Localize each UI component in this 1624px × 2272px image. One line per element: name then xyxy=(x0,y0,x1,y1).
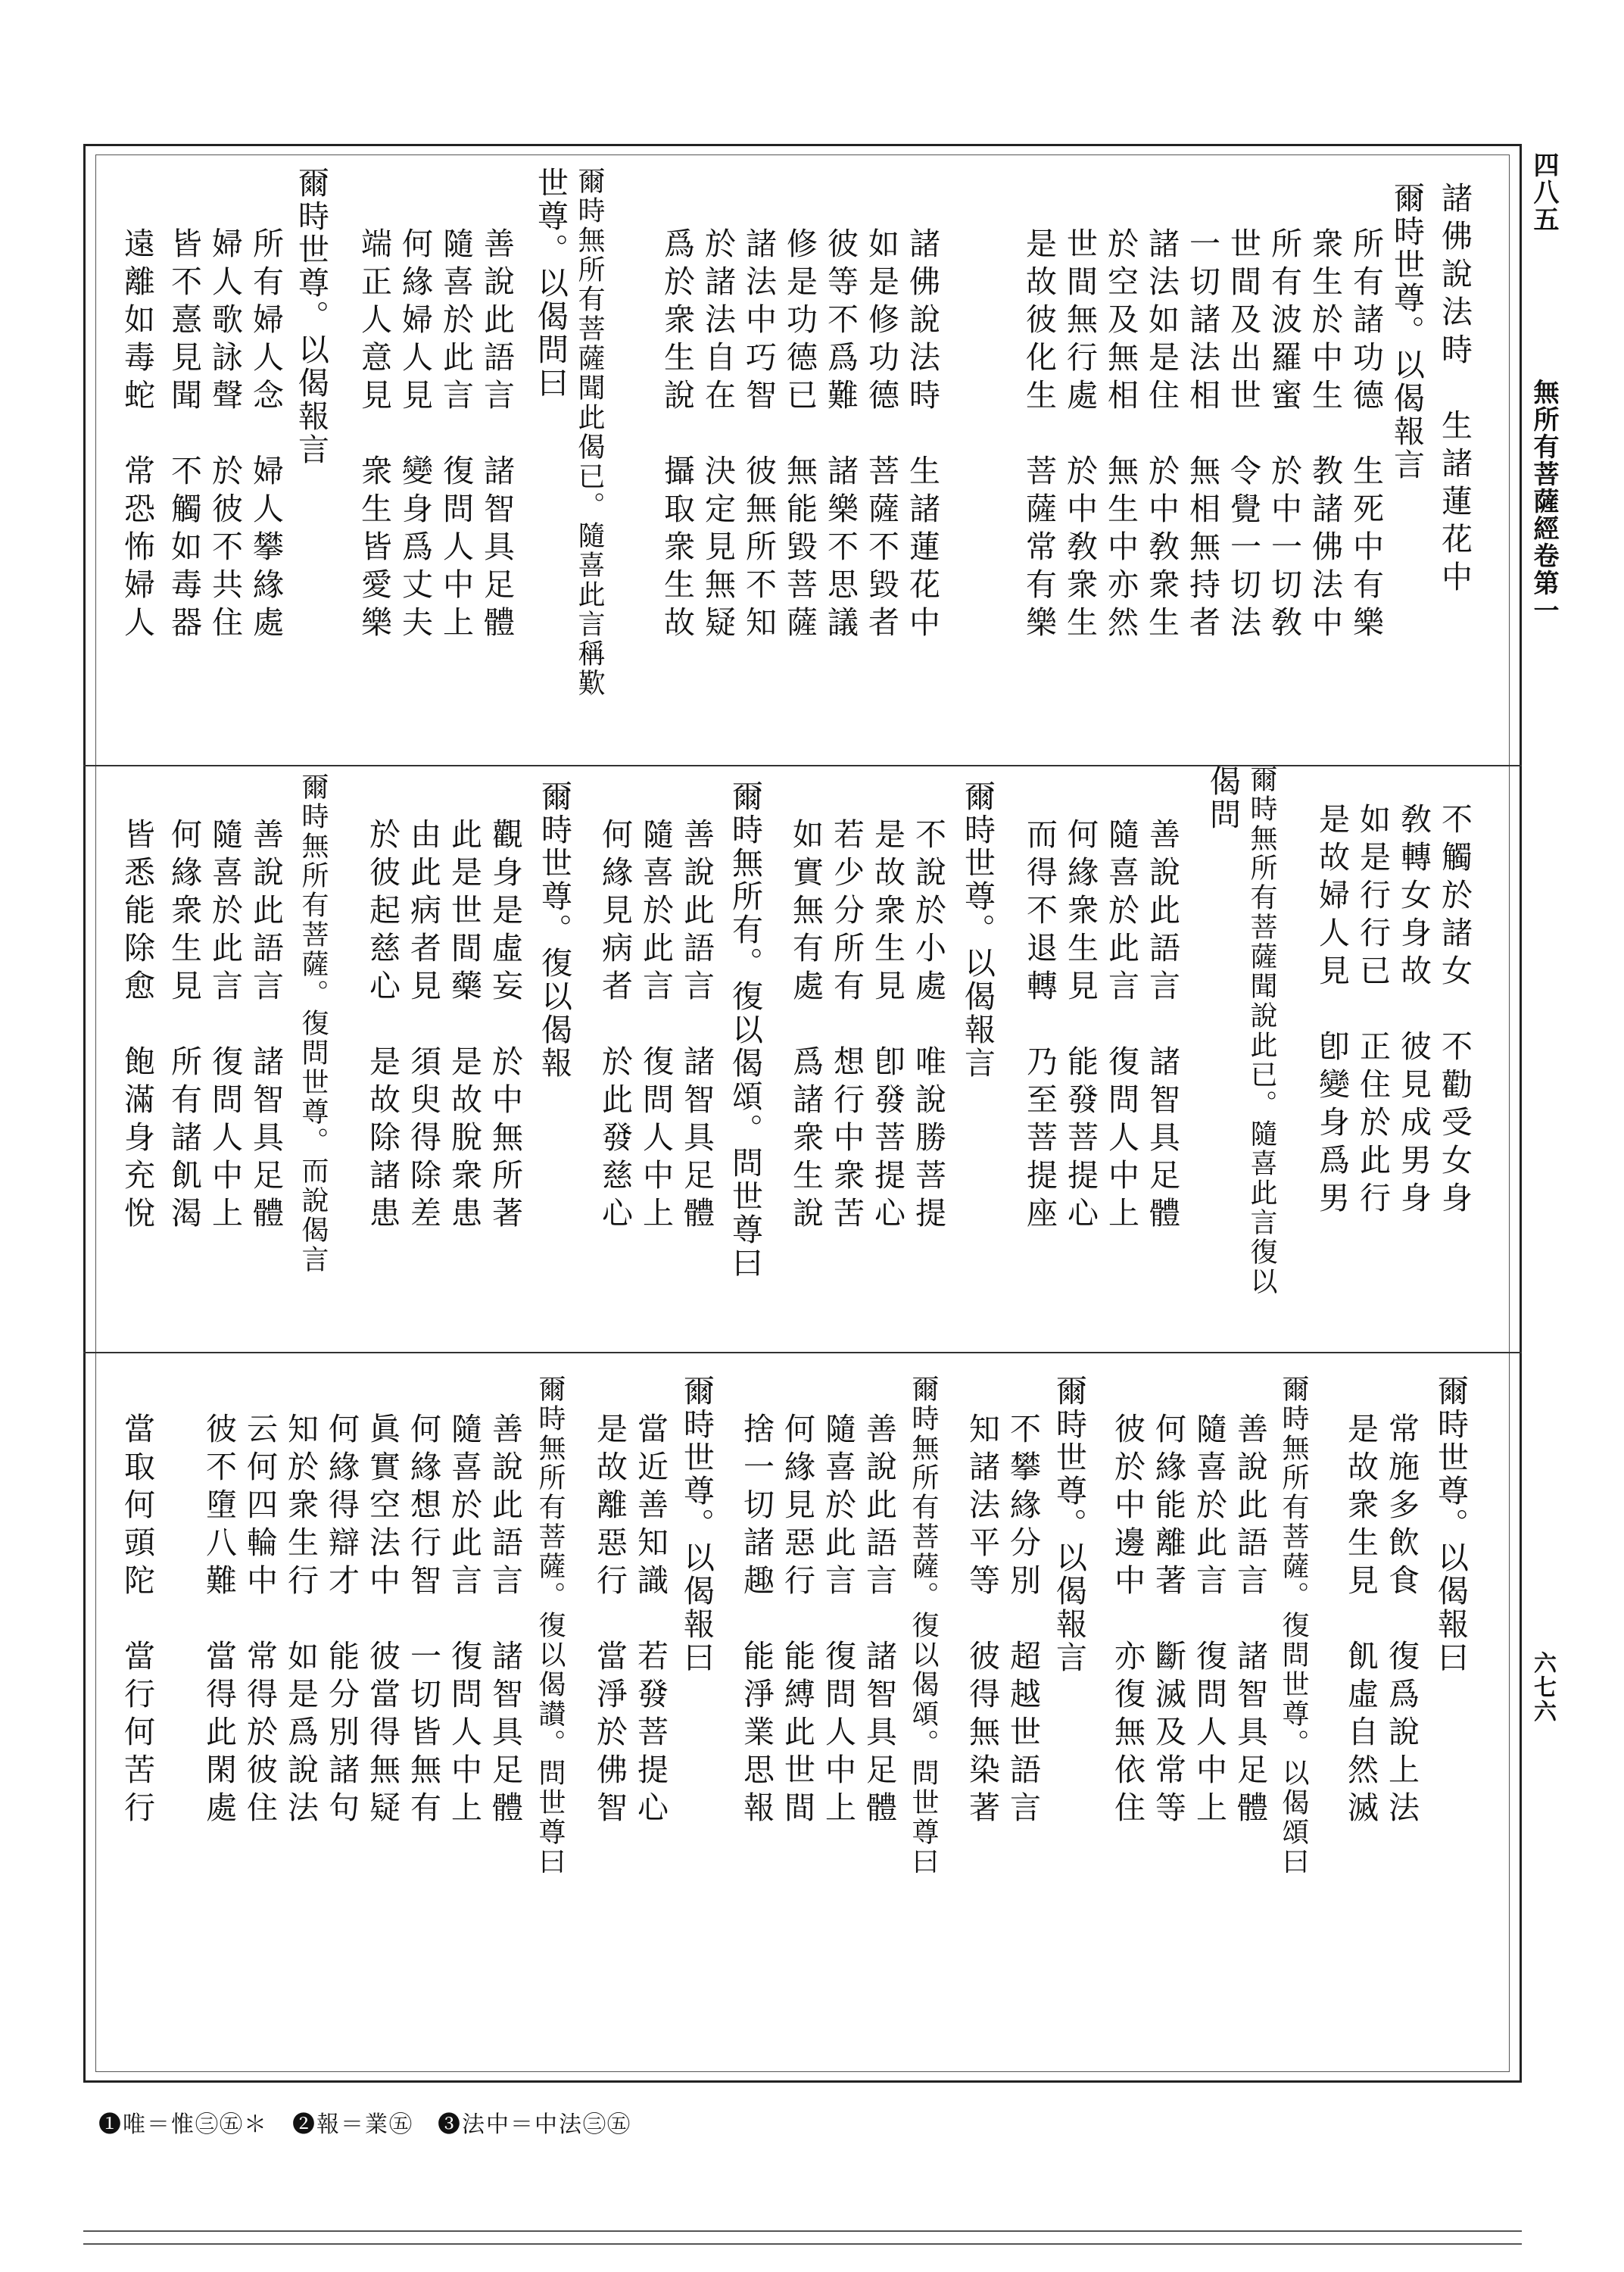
verse-line: 隨喜於此言 復問人中上 xyxy=(438,227,474,644)
verse-line: 於空及無相 無生中亦然 xyxy=(1102,227,1139,644)
verse-line: 所有波羅蜜 於中一切敎 xyxy=(1266,227,1302,644)
verse-line: 善說此語言 諸智具足體 xyxy=(1144,818,1180,1234)
verse-line: 是故離惡行 當淨於佛智 xyxy=(591,1412,628,1829)
verse-line: 彼於中邊中 亦復無依住 xyxy=(1109,1412,1146,1829)
verse-line: 常施多飲食 復爲說上法 xyxy=(1383,1412,1420,1829)
prose-line: 爾時世尊。以偈報言 xyxy=(1389,182,1425,482)
footnotes: ❶唯＝惟㊂㊄＊ ❷報＝業㊄ ❸法中＝中法㊂㊄ xyxy=(98,2111,631,2138)
verse-line: 所有諸功德 生死中有樂 xyxy=(1348,227,1384,644)
prose-line: 爾時無所有菩薩。復以偈頌。問世尊曰 xyxy=(908,1375,939,1877)
verse-line: 婦人歌詠聲 於彼不共住 xyxy=(207,227,243,644)
verse-line: 如實無有處 爲諸衆生說 xyxy=(787,818,824,1234)
verse-line: 彼等不爲難 諸樂不思議 xyxy=(822,227,859,644)
verse-line: 捨一切諸趣 能淨業思報 xyxy=(738,1412,775,1829)
verse-line: 此是世間藥 是故脫衆患 xyxy=(446,818,482,1234)
bottom-rule xyxy=(83,2243,1522,2245)
verse-line: 一切諸法相 無相無持者 xyxy=(1184,227,1220,644)
verse-line: 善說此語言 諸智具足體 xyxy=(248,818,284,1234)
folio: 六七六 xyxy=(1529,1651,1556,1724)
prose-line: 世尊。以偈問曰 xyxy=(532,167,569,400)
verse-line: 皆悉能除愈 飽滿身充悅 xyxy=(119,818,155,1234)
prose-line: 偈問 xyxy=(1205,765,1241,832)
prose-line: 爾時世尊。復以偈報 xyxy=(536,780,572,1080)
verse-line: 所有婦人念 婦人攀緣處 xyxy=(248,227,284,644)
verse-line: 隨喜於此言 復問人中上 xyxy=(1191,1412,1227,1829)
section-divider xyxy=(83,1352,1522,1353)
verse-line: 知於衆生行 如是爲說法 xyxy=(282,1412,319,1829)
verse-line: 彼不墮八難 當得此閑處 xyxy=(201,1412,237,1829)
verse-line: 何緣得辯才 能分別諸句 xyxy=(323,1412,360,1829)
verse-line: 何緣衆生見 所有諸飢渴 xyxy=(166,818,202,1234)
verse-line: 不攀緣分別 超越世語言 xyxy=(1005,1412,1041,1829)
verse-line: 隨喜於此言 復問人中上 xyxy=(637,818,674,1234)
verse-line: 觀身是虛妄 於中無所著 xyxy=(487,818,523,1234)
verse-line: 世間無行處 於中敎衆生 xyxy=(1061,227,1098,644)
verse-line: 於彼起慈心 是故除諸患 xyxy=(364,818,401,1234)
verse-line: 諸法如是住 於中敎衆生 xyxy=(1143,227,1180,644)
verse-line: 當取何頭陀 當行何苦行 xyxy=(119,1412,155,1829)
verse-line: 何緣衆生見 能發菩提心 xyxy=(1062,818,1099,1234)
verse-line: 皆不憙見聞 不觸如毒器 xyxy=(166,227,202,644)
verse-line: 世間及出世 令覺一切法 xyxy=(1225,227,1261,644)
prose-line: 爾時無所有菩薩聞說此已。隨喜此言復以 xyxy=(1246,765,1277,1297)
verse-line: 當近善知識 若發菩提心 xyxy=(632,1412,669,1829)
verse-line: 何緣想行智 一切皆無有 xyxy=(405,1412,441,1829)
verse-line: 如是修功德 菩薩不毀者 xyxy=(863,227,899,644)
verse-line: 諸法中巧智 彼無所不知 xyxy=(740,227,777,644)
verse-line: 諸佛說法時 生諸蓮花中 xyxy=(904,227,940,644)
verse-line: 遠離如毒蛇 常恐怖婦人 xyxy=(119,227,155,644)
verse-line: 是故衆生見 卽發菩提心 xyxy=(869,818,906,1234)
prose-line: 爾時無所有菩薩。復問世尊。而說偈言 xyxy=(298,772,329,1275)
verse-line: 何緣婦人見 變身爲丈夫 xyxy=(397,227,433,644)
prose-line: 爾時無所有。復以偈頌。問世尊曰 xyxy=(727,780,763,1280)
verse-line: 隨喜於此言 復問人中上 xyxy=(1103,818,1139,1234)
verse-line: 何緣見惡行 能縛此世間 xyxy=(779,1412,815,1829)
verse-line: 云何四輪中 常得於彼住 xyxy=(242,1412,278,1829)
prose-line: 爾時無所有菩薩。復以偈讃。問世尊曰 xyxy=(535,1375,566,1877)
verse-line: 由此病者見 須臾得除差 xyxy=(405,818,441,1234)
prose-line: 爾時世尊。以偈報曰 xyxy=(1432,1375,1469,1674)
running-title: 無所有菩薩經卷第一 xyxy=(1529,379,1559,624)
verse-line: 善說此語言 諸智具足體 xyxy=(1232,1412,1268,1829)
verse-line: 如是行行已 正住於此行 xyxy=(1354,803,1391,1219)
prose-line: 爾時無所有菩薩聞此偈已。隨喜此言稱歎 xyxy=(574,167,605,698)
bottom-rule xyxy=(83,2230,1522,2232)
verse-line: 不說於小處 唯說勝菩提 xyxy=(910,818,946,1234)
section-divider xyxy=(83,765,1522,766)
page-number: 四八五 xyxy=(1529,151,1559,233)
verse-line: 而得不退轉 乃至菩提座 xyxy=(1021,818,1058,1234)
prose-line: 爾時世尊。以偈報言 xyxy=(1051,1375,1087,1674)
verse-line: 是故彼化生 菩薩常有樂 xyxy=(1021,227,1057,644)
verse-line: 何緣能離著 斷滅及常等 xyxy=(1150,1412,1186,1829)
verse-line: 敎轉女身故 彼見成男身 xyxy=(1395,803,1432,1219)
verse-line: 隨喜於此言 復問人中上 xyxy=(207,818,243,1234)
prose-line: 爾時無所有菩薩。復問世尊。以偈頌曰 xyxy=(1278,1375,1309,1877)
verse-line: 善說此語言 諸智具足體 xyxy=(678,818,715,1234)
verse-line: 端正人意見 衆生皆愛樂 xyxy=(356,227,392,644)
verse-line: 知諸法平等 彼得無染著 xyxy=(964,1412,1000,1829)
verse-line: 善說此語言 諸智具足體 xyxy=(487,1412,523,1829)
prose-line: 爾時世尊。以偈報言 xyxy=(959,780,996,1080)
verse-line: 善說此語言 諸智具足體 xyxy=(478,227,515,644)
verse-line: 不觸於諸女 不勸受女身 xyxy=(1436,803,1473,1219)
verse-line: 是故衆生見 飢虛自然滅 xyxy=(1342,1412,1379,1829)
verse-line: 衆生於中生 教諸佛法中 xyxy=(1307,227,1343,644)
verse-line: 眞實空法中 彼當得無疑 xyxy=(364,1412,401,1829)
verse-line: 修是功德已 無能毀菩薩 xyxy=(781,227,818,644)
verse-line: 於諸法自在 決定見無疑 xyxy=(700,227,736,644)
prose-line: 爾時世尊。以偈報言 xyxy=(293,167,329,467)
verse-line: 爲於衆生說 攝取衆生故 xyxy=(659,227,695,644)
verse-line: 是故婦人見 卽變身爲男 xyxy=(1314,803,1350,1219)
verse-line: 善說此語言 諸智具足體 xyxy=(861,1412,897,1829)
verse-line: 何緣見病者 於此發慈心 xyxy=(597,818,633,1234)
verse-line: 隨喜於此言 復問人中上 xyxy=(446,1412,482,1829)
verse-line: 諸佛說法時 生諸蓮花中 xyxy=(1436,182,1473,598)
prose-line: 爾時世尊。以偈報曰 xyxy=(678,1375,715,1674)
verse-line: 若少分所有 想行中衆苦 xyxy=(828,818,865,1234)
verse-line: 隨喜於此言 復問人中上 xyxy=(820,1412,856,1829)
